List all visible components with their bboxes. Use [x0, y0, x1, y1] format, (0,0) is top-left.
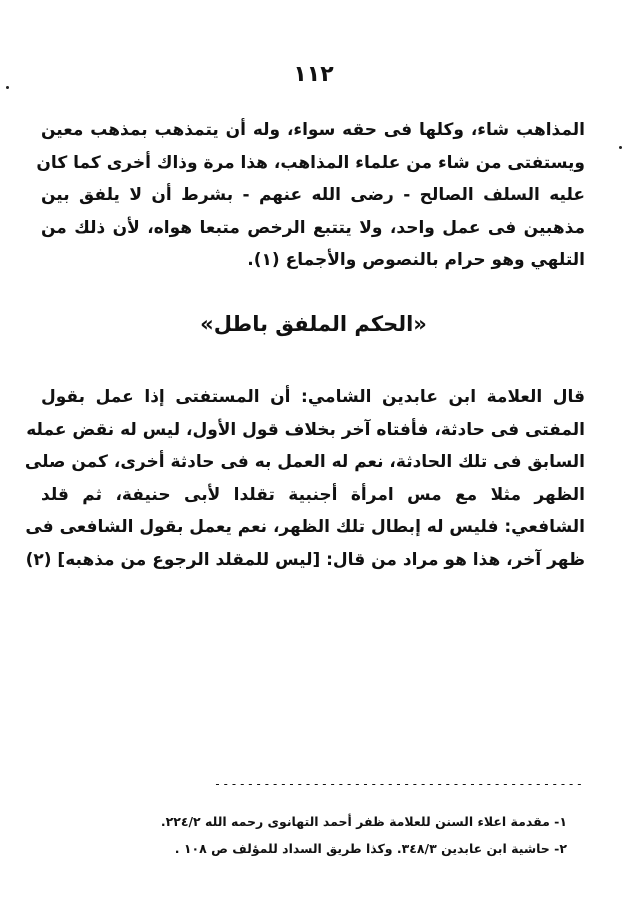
footnote-separator: ---------------------------------------------: [213, 777, 584, 791]
page-number: ١١٢: [293, 62, 334, 87]
section-heading: «الحكم الملفق باطل»: [200, 312, 427, 336]
paragraph-1: [36, 114, 585, 277]
text-line: الظهر مثلا مع مس امرأة أجنبية تقلدا لأبى حنيفة، ثم قلد: [41, 484, 585, 505]
text-line: الشافعي: فليس له إبطال تلك الظهر، نعم يعمل بقول الشافعى فى: [25, 517, 585, 537]
text-line: مذهبين فى عمل واحد، ولا يتتبع الرخص متبعا هواه، لأن ذلك من: [41, 217, 585, 238]
scan-mark: [619, 146, 622, 149]
text-line: عليه السلف الصالح - رضى الله عنهم - بشرط أن لا يلفق بين: [41, 185, 585, 205]
footnotes: [47, 808, 567, 862]
footnote-item: ١- مقدمة اعلاء السنن للعلامة ظفر أحمد التهانوى رحمه الله ٢٢٤/٢.: [160, 814, 567, 829]
paragraph-2: [24, 381, 585, 576]
text-line: ويستفتى من شاء من علماء المذاهب، هذا مرة وذاك أخرى كما كان: [36, 152, 585, 173]
text-line: ظهر آخر، هذا هو مراد من قال: [ليس للمقلد الرجوع من مذهبه] (٢): [25, 549, 585, 570]
text-line: التلهي وهو حرام بالنصوص والأجماع (١).: [247, 250, 585, 270]
text-line: المفتى فى حادثة، فأفتاه آخر بخلاف قول الأول، ليس له نقض عمله: [26, 419, 585, 440]
text-line: قال العلامة ابن عابدين الشامي: أن المستفتى إذا عمل بقول: [41, 387, 585, 407]
text-line: المذاهب شاء، وكلها فى حقه سواء، وله أن يتمذهب بمذهب معين: [41, 120, 585, 140]
footnote-item: ٢- حاشية ابن عابدين ٣٤٨/٣. وكذا طريق السداد للمؤلف ص ١٠٨ .: [174, 841, 567, 856]
text-line: السابق فى تلك الحادثة، نعم له العمل به فى حادثة أخرى، كمن صلى: [24, 452, 585, 472]
